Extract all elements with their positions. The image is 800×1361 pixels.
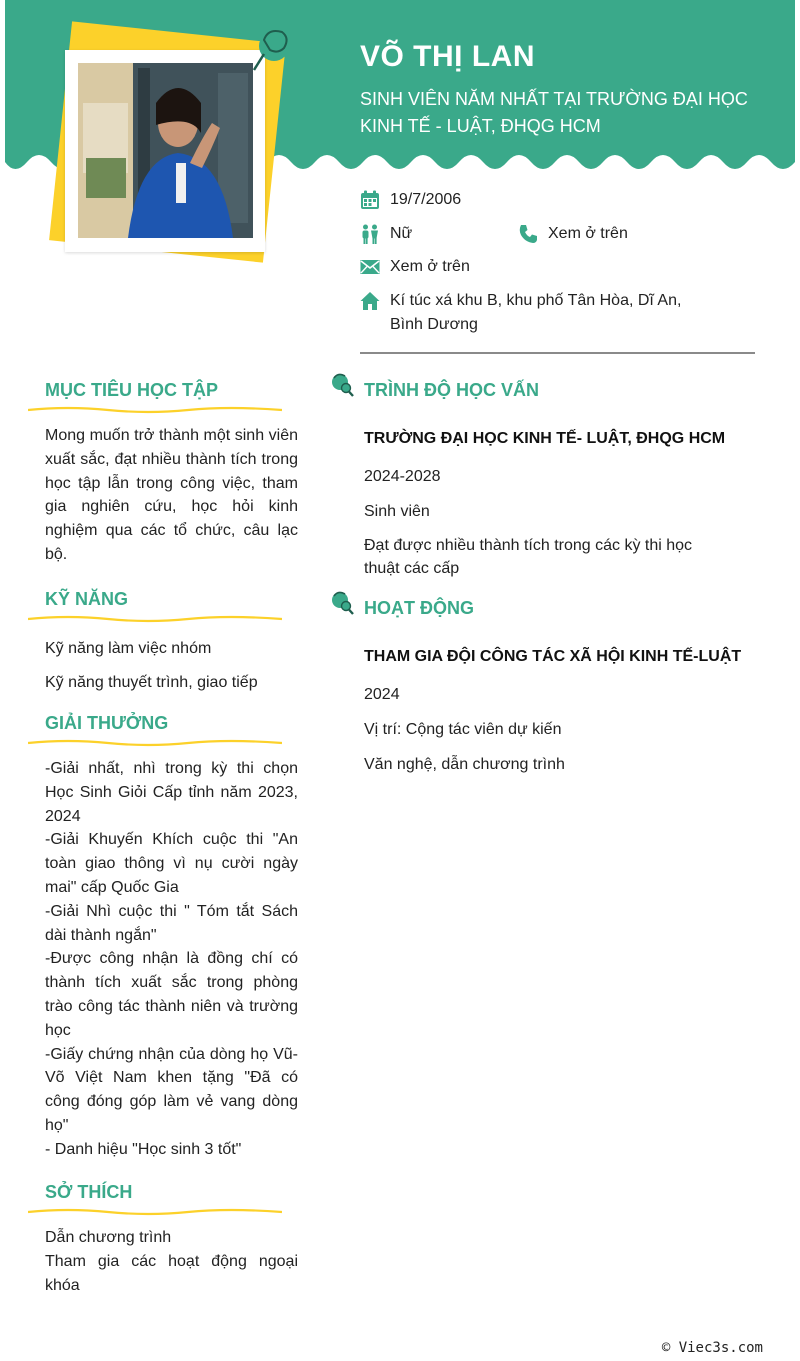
email-value[interactable]: Xem ở trên xyxy=(390,258,470,275)
education-period: 2024-2028 xyxy=(364,468,441,485)
objective-text: Mong muốn trở thành một sinh viên xuất sắc, đạt nhiều thành tích trong học tập lẫn trong công việc, tham gia nghiên cứu, học hỏi kinh nghiệm qua các tổ chức, câu lạc bộ. xyxy=(45,427,298,563)
contact-gender xyxy=(360,222,412,246)
pushpin-icon xyxy=(250,26,292,74)
people-icon xyxy=(360,224,380,244)
avatar-photo xyxy=(78,63,253,238)
gender-value: Nữ xyxy=(390,225,413,242)
section-underline xyxy=(28,614,282,624)
hobby-item: Tham gia các hoạt động ngoại khóa xyxy=(45,1252,298,1294)
award-item: -Được công nhận là đồng chí có thành tích xuất sắc trong phòng trào công tác thành niên và trường học xyxy=(45,950,298,1039)
education-role: Sinh viên xyxy=(364,503,430,520)
section-title-education: TRÌNH ĐỘ HỌC VẤN xyxy=(364,380,539,400)
contact-address xyxy=(360,289,700,337)
contact-birthday xyxy=(360,188,461,212)
home-icon xyxy=(360,291,380,311)
activity-position: Vị trí: Cộng tác viên dự kiến xyxy=(364,721,562,738)
phone-value[interactable]: Xem ở trên xyxy=(548,225,628,242)
contact-email xyxy=(360,255,470,279)
candidate-name: VÕ THỊ LAN xyxy=(360,40,535,73)
award-item: -Giải nhất, nhì trong kỳ thi chọn Học Sinh Giỏi Cấp tỉnh năm 2023, 2024 xyxy=(45,760,298,825)
contact-divider xyxy=(360,352,755,354)
activity-description: Văn nghệ, dẫn chương trình xyxy=(364,756,565,773)
pushpin-icon xyxy=(330,372,356,400)
section-title-objective: MỤC TIÊU HỌC TẬP xyxy=(45,380,218,400)
pushpin-icon xyxy=(330,590,356,618)
section-underline xyxy=(28,738,282,748)
section-underline xyxy=(28,1207,282,1217)
contact-phone xyxy=(518,222,628,246)
section-title-activities: HOẠT ĐỘNG xyxy=(364,598,474,618)
award-item: -Giấy chứng nhận của dòng họ Vũ- Võ Việt Nam khen tặng "Đã có công đóng góp làm vẻ vang dòng họ" xyxy=(45,1045,298,1134)
phone-icon xyxy=(518,224,538,244)
award-item: -Giải Nhì cuộc thi " Tóm tắt Sách dài thành ngắn" xyxy=(45,902,298,944)
education-school: TRƯỜNG ĐẠI HỌC KINH TẾ- LUẬT, ĐHQG HCM xyxy=(364,430,726,447)
candidate-subtitle: SINH VIÊN NĂM NHẤT TẠI TRƯỜNG ĐẠI HỌC KINH TẾ - LUẬT, ĐHQG HCM xyxy=(360,89,748,136)
envelope-icon xyxy=(360,257,380,277)
activity-year: 2024 xyxy=(364,686,400,703)
education-description: Đạt được nhiều thành tích trong các kỳ thi học thuật các cấp xyxy=(364,537,693,577)
hobby-item: Dẫn chương trình xyxy=(45,1229,172,1246)
award-item: - Danh hiệu "Học sinh 3 tốt" xyxy=(45,1140,242,1158)
section-title-skills: KỸ NĂNG xyxy=(45,589,129,609)
skill-item: Kỹ năng thuyết trình, giao tiếp xyxy=(45,674,258,691)
activity-org: THAM GIA ĐỘI CÔNG TÁC XÃ HỘI KINH TẾ-LUẬT xyxy=(364,648,742,665)
section-title-awards: GIẢI THƯỞNG xyxy=(45,713,169,733)
hobby-list xyxy=(45,1226,298,1297)
footer-credit: © Viec3s.com xyxy=(661,1340,763,1356)
award-list xyxy=(45,757,298,1162)
section-title-hobbies: SỞ THÍCH xyxy=(45,1182,133,1202)
award-item: -Giải Khuyến Khích cuộc thi "An toàn giao thông vì nụ cười ngày mai" cấp Quốc Gia xyxy=(45,831,298,896)
birthday-value: 19/7/2006 xyxy=(390,191,462,208)
calendar-icon xyxy=(360,190,380,210)
skill-item: Kỹ năng làm việc nhóm xyxy=(45,640,212,657)
section-underline xyxy=(28,405,282,415)
address-value: Kí túc xá khu B, khu phố Tân Hòa, Dĩ An, Bình Dương xyxy=(390,292,682,333)
